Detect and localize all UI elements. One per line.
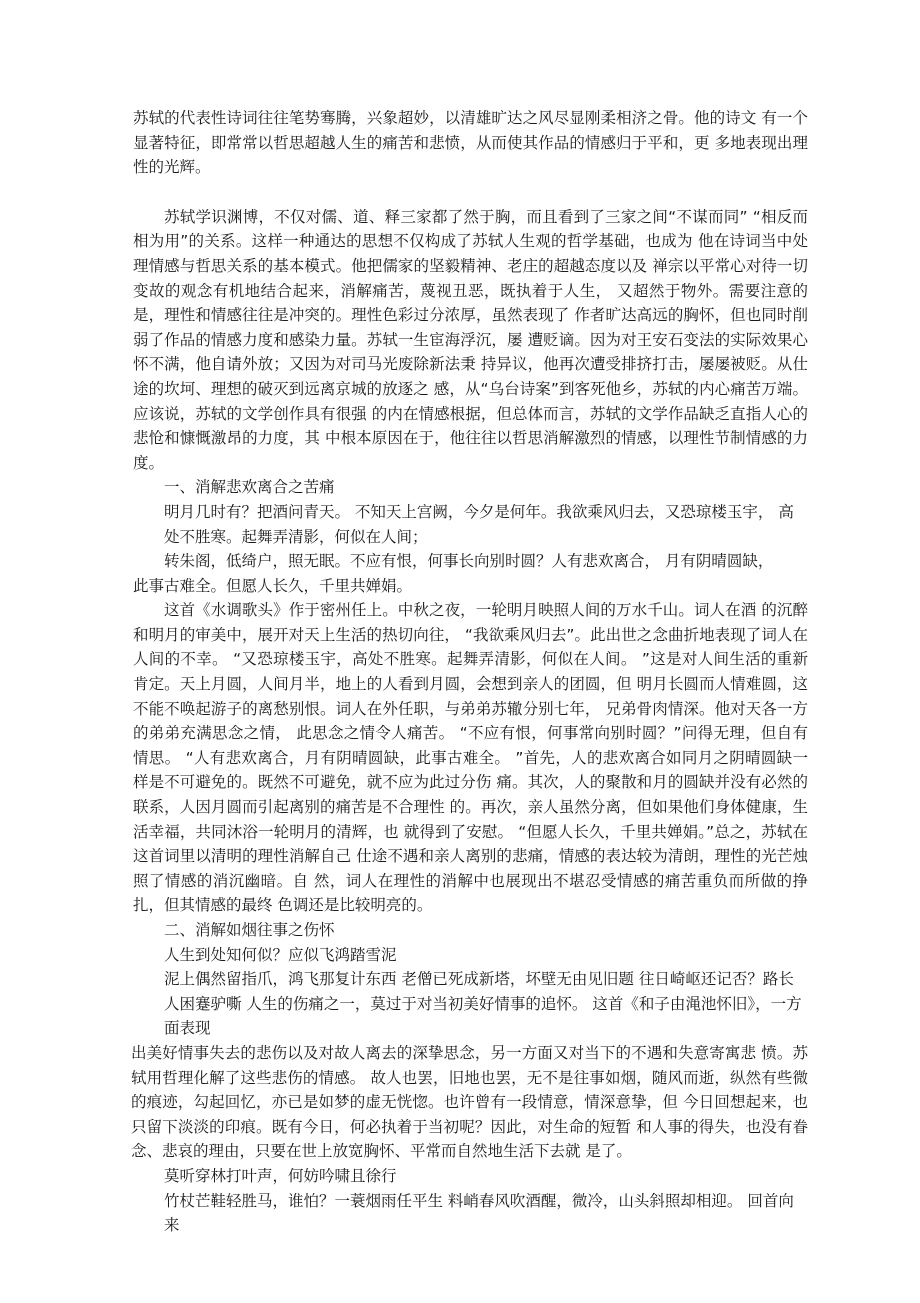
section-heading-2: 二、消解如烟往事之伤怀 bbox=[164, 921, 335, 939]
paragraph-gap bbox=[133, 180, 808, 205]
philosophy-paragraph: 苏轼学识渊博，不仅对儒、道、释三家都了然于胸，而且看到了三家之间“不谋而同” “相反而相为用”的关系。这样一种通达的思想不仅构成了苏轼人生观的哲学基础，也成为 他在诗词当中处理情感与哲思关系的基本模式。他把儒家的坚毅精神、老庄的超越态度以及 禅宗以平常心对待一切变故的观念有机地结合起来，消解痛苦，蔑视丑恶，既执着于人生， 又超然于物外。需要注意的是，理性和情感往往是冲突的。理性色彩过分浓厚，虽然表现了 作者旷达高远的胸怀，但也同时削弱了作品的情感力度和感染力量。苏轼一生宦海浮沉，屡 遭贬谪。因为对王安石变法的实际效果心怀不满，他自请外放；又因为对司马光废除新法秉 持异议，他再次遭受排挤打击，屡屡被贬。从仕途的坎坷、理想的破灭到远离京城的放逐之 感，从“乌台诗案”到客死他乡，苏轼的内心痛苦万端。应该说，苏轼的文学创作具有很强 的内在情感根据，但总体而言，苏轼的文学作品缺乏直指人心的悲怆和慷慨激昂的力度，其 中根本原因在于，他往往以哲思消解激烈的情感，以理性节制情感的力度。 bbox=[133, 207, 808, 472]
section-heading-1: 一、消解悲欢离合之苦痛 bbox=[164, 478, 335, 497]
poem-shuidiao-verse-2: 转朱阁，低绮户，照无眠。不应有恨，何事长向别时圆？人有悲欢离合， 月有阴晴圆缺， bbox=[164, 552, 774, 571]
poem-dingfengbo-verse-2: 竹杖芒鞋轻胜马，谁怕？一蓑烟雨任平生 料峭春风吹酒醒，微冷，山头斜照却相迎。 回首向来 bbox=[164, 1191, 794, 1235]
poem-shuidiao-verse-1: 明月几时有？把酒问青天。 不知天上宫阙，今夕是何年。我欲乘风归去，又恐琼楼玉宇， 高处不胜寒。起舞弄清影，何似在人间； bbox=[164, 502, 794, 546]
poem-shuidiao-verse-3: 此事古难全。但愿人长久，千里共婵娟。 bbox=[133, 576, 413, 595]
intro-paragraph: 苏轼的代表性诗词往往笔势骞腾，兴象超妙，以清雄旷达之风尽显刚柔相济之骨。他的诗文 有一个显著特征，即常常以哲思超越人生的痛苦和悲愤，从而使其作品的情感归于平和，更 多地表现出理性的光辉。 bbox=[133, 109, 808, 177]
poem-mianchi-verse-1: 人生到处知何似？应似飞鸿踏雪泥 bbox=[164, 945, 397, 964]
poem-dingfengbo-verse-1: 莫听穿林打叶声，何妨吟啸且徐行 bbox=[164, 1166, 397, 1185]
mianchi-analysis-paragraph: 出美好情事失去的悲伤以及对故人离去的深挚思念，另一方面又对当下的不遇和失意寄寓悲 愤。苏轼用哲理化解了这些悲伤的情感。 故人也罢，旧地也罢，无不是往事如烟，随风而逝，纵然有些微的痕迹，勾起回忆，亦已是如梦的虚无恍惚。也许曾有一段情意，情深意挚，但 今日回想起来，也只留下淡淡的印痕。既有今日，何必执着于当初呢？因此，对生命的短暂 和人事的得失，也没有眷念、悲哀的理由，只要在世上放宽胸怀、平常而自然地生活下去就 是了。 bbox=[131, 1043, 808, 1161]
shuidiao-analysis-paragraph: 这首《水调歌头》作于密州任上。中秋之夜，一轮明月映照人间的万水千山。词人在酒 的沉醉和明月的审美中，展开对天上生活的热切向往， “我欲乘风归去”。此出世之念曲折地表现了词人在人间的不幸。 “又恐琼楼玉宇，高处不胜寒。起舞弄清影，何似在人间。 ”这是对人间生活的重新肯定。天上月圆，人间月半，地上的人看到月圆，会想到亲人的团圆，但 明月长圆而人情难圆，这不能不唤起游子的离愁别恨。词人在外任职，与弟弟苏辙分别七年， 兄弟骨肉情深。他对天各一方的弟弟充满思念之情， 此思念之情令人痛苦。 “不应有恨，何事常向别时圆？”问得无理，但自有情思。 “人有悲欢离合，月有阴晴圆缺，此事古难全。 ”首先，人的悲欢离合如同月之阴晴圆缺一样是不可避免的。既然不可避免，就不应为此过分伤 痛。其次，人的聚散和月的圆缺并没有必然的联系，人因月圆而引起离别的痛苦是不合理性 的。再次，亲人虽然分离，但如果他们身体健康，生活幸福，共同沐浴一轮明月的清辉，也 就得到了安慰。 “但愿人长久，千里共婵娟。”总之，苏轼在这首词里以清明的理性消解自己 仕途不遇和亲人离别的悲痛，情感的表达较为清朗，理性的光芒烛照了情感的消沉幽暗。自 然，词人在理性的消解中也展现出不堪忍受情感的痛苦重负而所做的挣扎，但其情感的最终 色调还是比较明亮的。 bbox=[133, 601, 808, 915]
poem-mianchi-verse-2: 泥上偶然留指爪，鸿飞那复计东西 老僧已死成新塔，坏壁无由见旧题 往日崎岖还记否？路长人困蹇驴嘶 人生的伤痛之一，莫过于对当初美好情事的追怀。 这首《和子由渑池怀旧》，一方面表现 bbox=[164, 970, 802, 1038]
